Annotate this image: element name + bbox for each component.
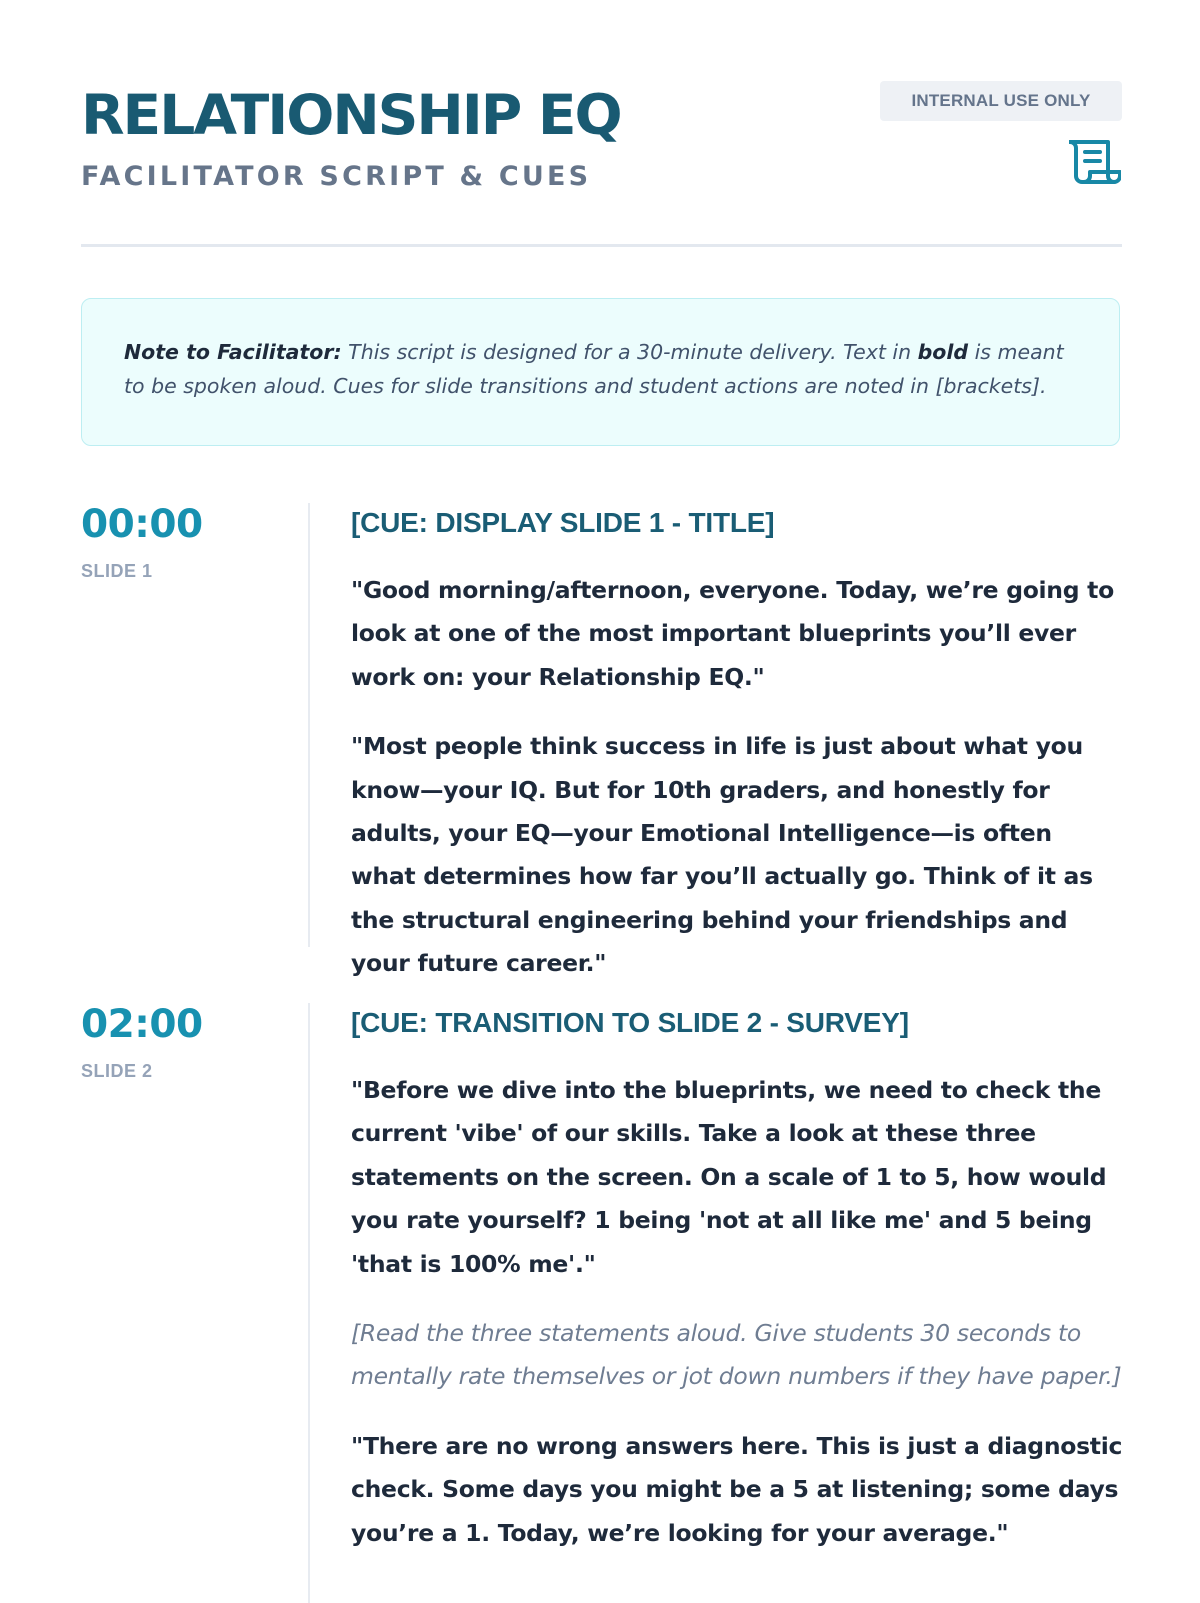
section-divider-line bbox=[308, 503, 310, 947]
note-text: This script is designed for a 30-minute delivery. Text in bbox=[341, 340, 918, 364]
note-label: Note to Facilitator: bbox=[124, 340, 342, 364]
note-bold-word: bold bbox=[917, 340, 969, 364]
note-text-continued: is meant to be spoken aloud. Cues for slide transitions and student actions are noted in [brackets]. bbox=[124, 340, 1064, 398]
facilitator-note bbox=[81, 298, 1120, 446]
spoken-script: "Before we dive into the blueprints, we need to check the current 'vibe' of our skills. Take a look at these three statements on the screen. On a scale of 1 to 5, how would you rate yourself? 1 being 'not at all like me' and 5 being 'that is 100% me'." bbox=[351, 1076, 1107, 1278]
page-subtitle: FACILITATOR SCRIPT & CUES bbox=[81, 161, 592, 192]
slide-label: SLIDE 2 bbox=[81, 1061, 153, 1081]
page-header bbox=[81, 0, 1122, 247]
page-title: RELATIONSHIP EQ bbox=[81, 83, 621, 147]
stage-direction: [Read the three statements aloud. Give students 30 seconds to mentally rate themselves or jot down numbers if they have paper.] bbox=[351, 1319, 1122, 1391]
spoken-script: "Most people think success in life is just about what you know—your IQ. But for 10th graders, and honestly for adults, your EQ—your Emotional Intelligence—is often what determines how far you’ll actually go. Think of it as the structural engineering behind your friendships and your future career." bbox=[351, 732, 1093, 978]
spoken-script: "Good morning/afternoon, everyone. Today, we’re going to look at one of the most important blueprints you’ll ever work on: your Relationship EQ." bbox=[351, 576, 1114, 691]
spoken-script: "There are no wrong answers here. This is just a diagnostic check. Some days you might be a 5 at listening; some days you’re a 1. Today, we’re looking for your average." bbox=[351, 1431, 1123, 1547]
section-divider-line bbox=[308, 1003, 310, 1603]
timestamp-column bbox=[81, 1003, 281, 1082]
slide-label: SLIDE 1 bbox=[81, 561, 153, 581]
scroll-icon bbox=[1069, 138, 1121, 186]
section-content bbox=[351, 1003, 1123, 1555]
internal-use-badge: INTERNAL USE ONLY bbox=[880, 81, 1122, 121]
script-page bbox=[81, 0, 1123, 1547]
slide-cue: [CUE: TRANSITION TO SLIDE 2 - SURVEY] bbox=[351, 1007, 909, 1038]
timestamp: 00:00 bbox=[81, 502, 203, 547]
section-content bbox=[351, 503, 1123, 986]
slide-cue: [CUE: DISPLAY SLIDE 1 - TITLE] bbox=[351, 507, 775, 538]
timestamp: 02:00 bbox=[81, 1002, 203, 1047]
timestamp-column bbox=[81, 503, 281, 582]
